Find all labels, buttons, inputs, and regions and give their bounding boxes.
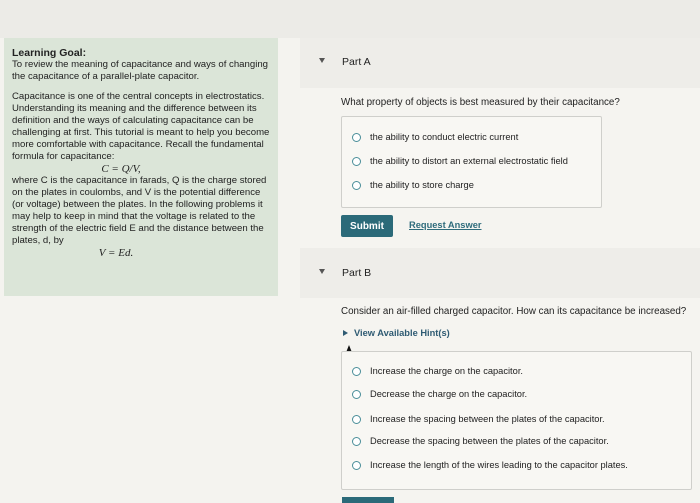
part-b-question: Consider an air-filled charged capacitor. How can its capacitance be increased? (341, 306, 687, 317)
radio-button-icon[interactable] (352, 415, 361, 424)
part-a-label[interactable]: Part A (342, 56, 371, 68)
view-hints-toggle[interactable] (343, 328, 450, 338)
submit-button[interactable]: Submit (341, 215, 393, 237)
part-b-option-4[interactable] (352, 436, 609, 446)
part-b-option-2[interactable] (352, 389, 527, 399)
part-b-option-3[interactable] (352, 414, 605, 424)
option-label: Decrease the charge on the capacitor. (370, 389, 528, 399)
goal-intro: To review the meaning of capacitance and ways of changing the capacitance of a parallel-plate capacitor. (12, 59, 268, 82)
top-band (0, 0, 700, 38)
goal-title: Learning Goal: (12, 47, 87, 59)
part-b-label[interactable]: Part B (342, 267, 372, 279)
collapse-triangle-icon[interactable] (319, 58, 325, 63)
radio-button-icon[interactable] (352, 437, 361, 446)
learning-goal-panel (4, 38, 278, 296)
goal-paragraph-2: where C is the capacitance in farads, Q is the charge stored on the plates in coulombs, and V is the potential difference (or voltage) between the plates. In the following problems it may help to keep in mind that the voltage is related to the strength of the electric field E and the distance between the plates, d, by (12, 175, 267, 246)
radio-button-icon[interactable] (352, 390, 361, 399)
option-label: the ability to distort an external electrostatic field (370, 156, 568, 166)
option-label: Increase the length of the wires leading to the capacitor plates. (370, 460, 628, 470)
radio-button-icon[interactable] (352, 133, 361, 142)
submit-button-partial[interactable] (342, 497, 394, 503)
option-label: the ability to conduct electric current (370, 132, 519, 142)
radio-button-icon[interactable] (352, 181, 361, 190)
part-b-option-1[interactable] (352, 366, 523, 376)
request-answer-link[interactable]: Request Answer (409, 220, 482, 230)
part-a-option-1[interactable] (352, 132, 518, 142)
part-a-option-3[interactable] (352, 180, 474, 190)
radio-button-icon[interactable] (352, 367, 361, 376)
formula-voltage: V = Ed. (98, 247, 134, 259)
part-b-option-5[interactable] (352, 460, 628, 470)
radio-button-icon[interactable] (352, 157, 361, 166)
goal-paragraph-1: Capacitance is one of the central concepts in electrostatics. Understanding its meaning and the difference between its definition and the ways of calculating capacitance can be challenging at first. This tutorial is meant to help you become more comfortable with capacitance. Recall the fundamental formula for capacitance: (12, 91, 270, 162)
hint-label[interactable]: View Available Hint(s) (354, 328, 450, 338)
part-a-question: What property of objects is best measured by their capacitance? (341, 97, 620, 108)
radio-button-icon[interactable] (352, 461, 361, 470)
part-a-option-2[interactable] (352, 156, 568, 166)
option-label: the ability to store charge (370, 180, 474, 190)
collapse-triangle-icon[interactable] (319, 269, 325, 274)
option-label: Increase the spacing between the plates of the capacitor. (370, 414, 605, 424)
expand-triangle-icon (343, 330, 348, 336)
option-label: Decrease the spacing between the plates of the capacitor. (370, 436, 609, 446)
option-label: Increase the charge on the capacitor. (370, 366, 523, 376)
formula-capacitance: C = Q/V, (101, 163, 141, 175)
